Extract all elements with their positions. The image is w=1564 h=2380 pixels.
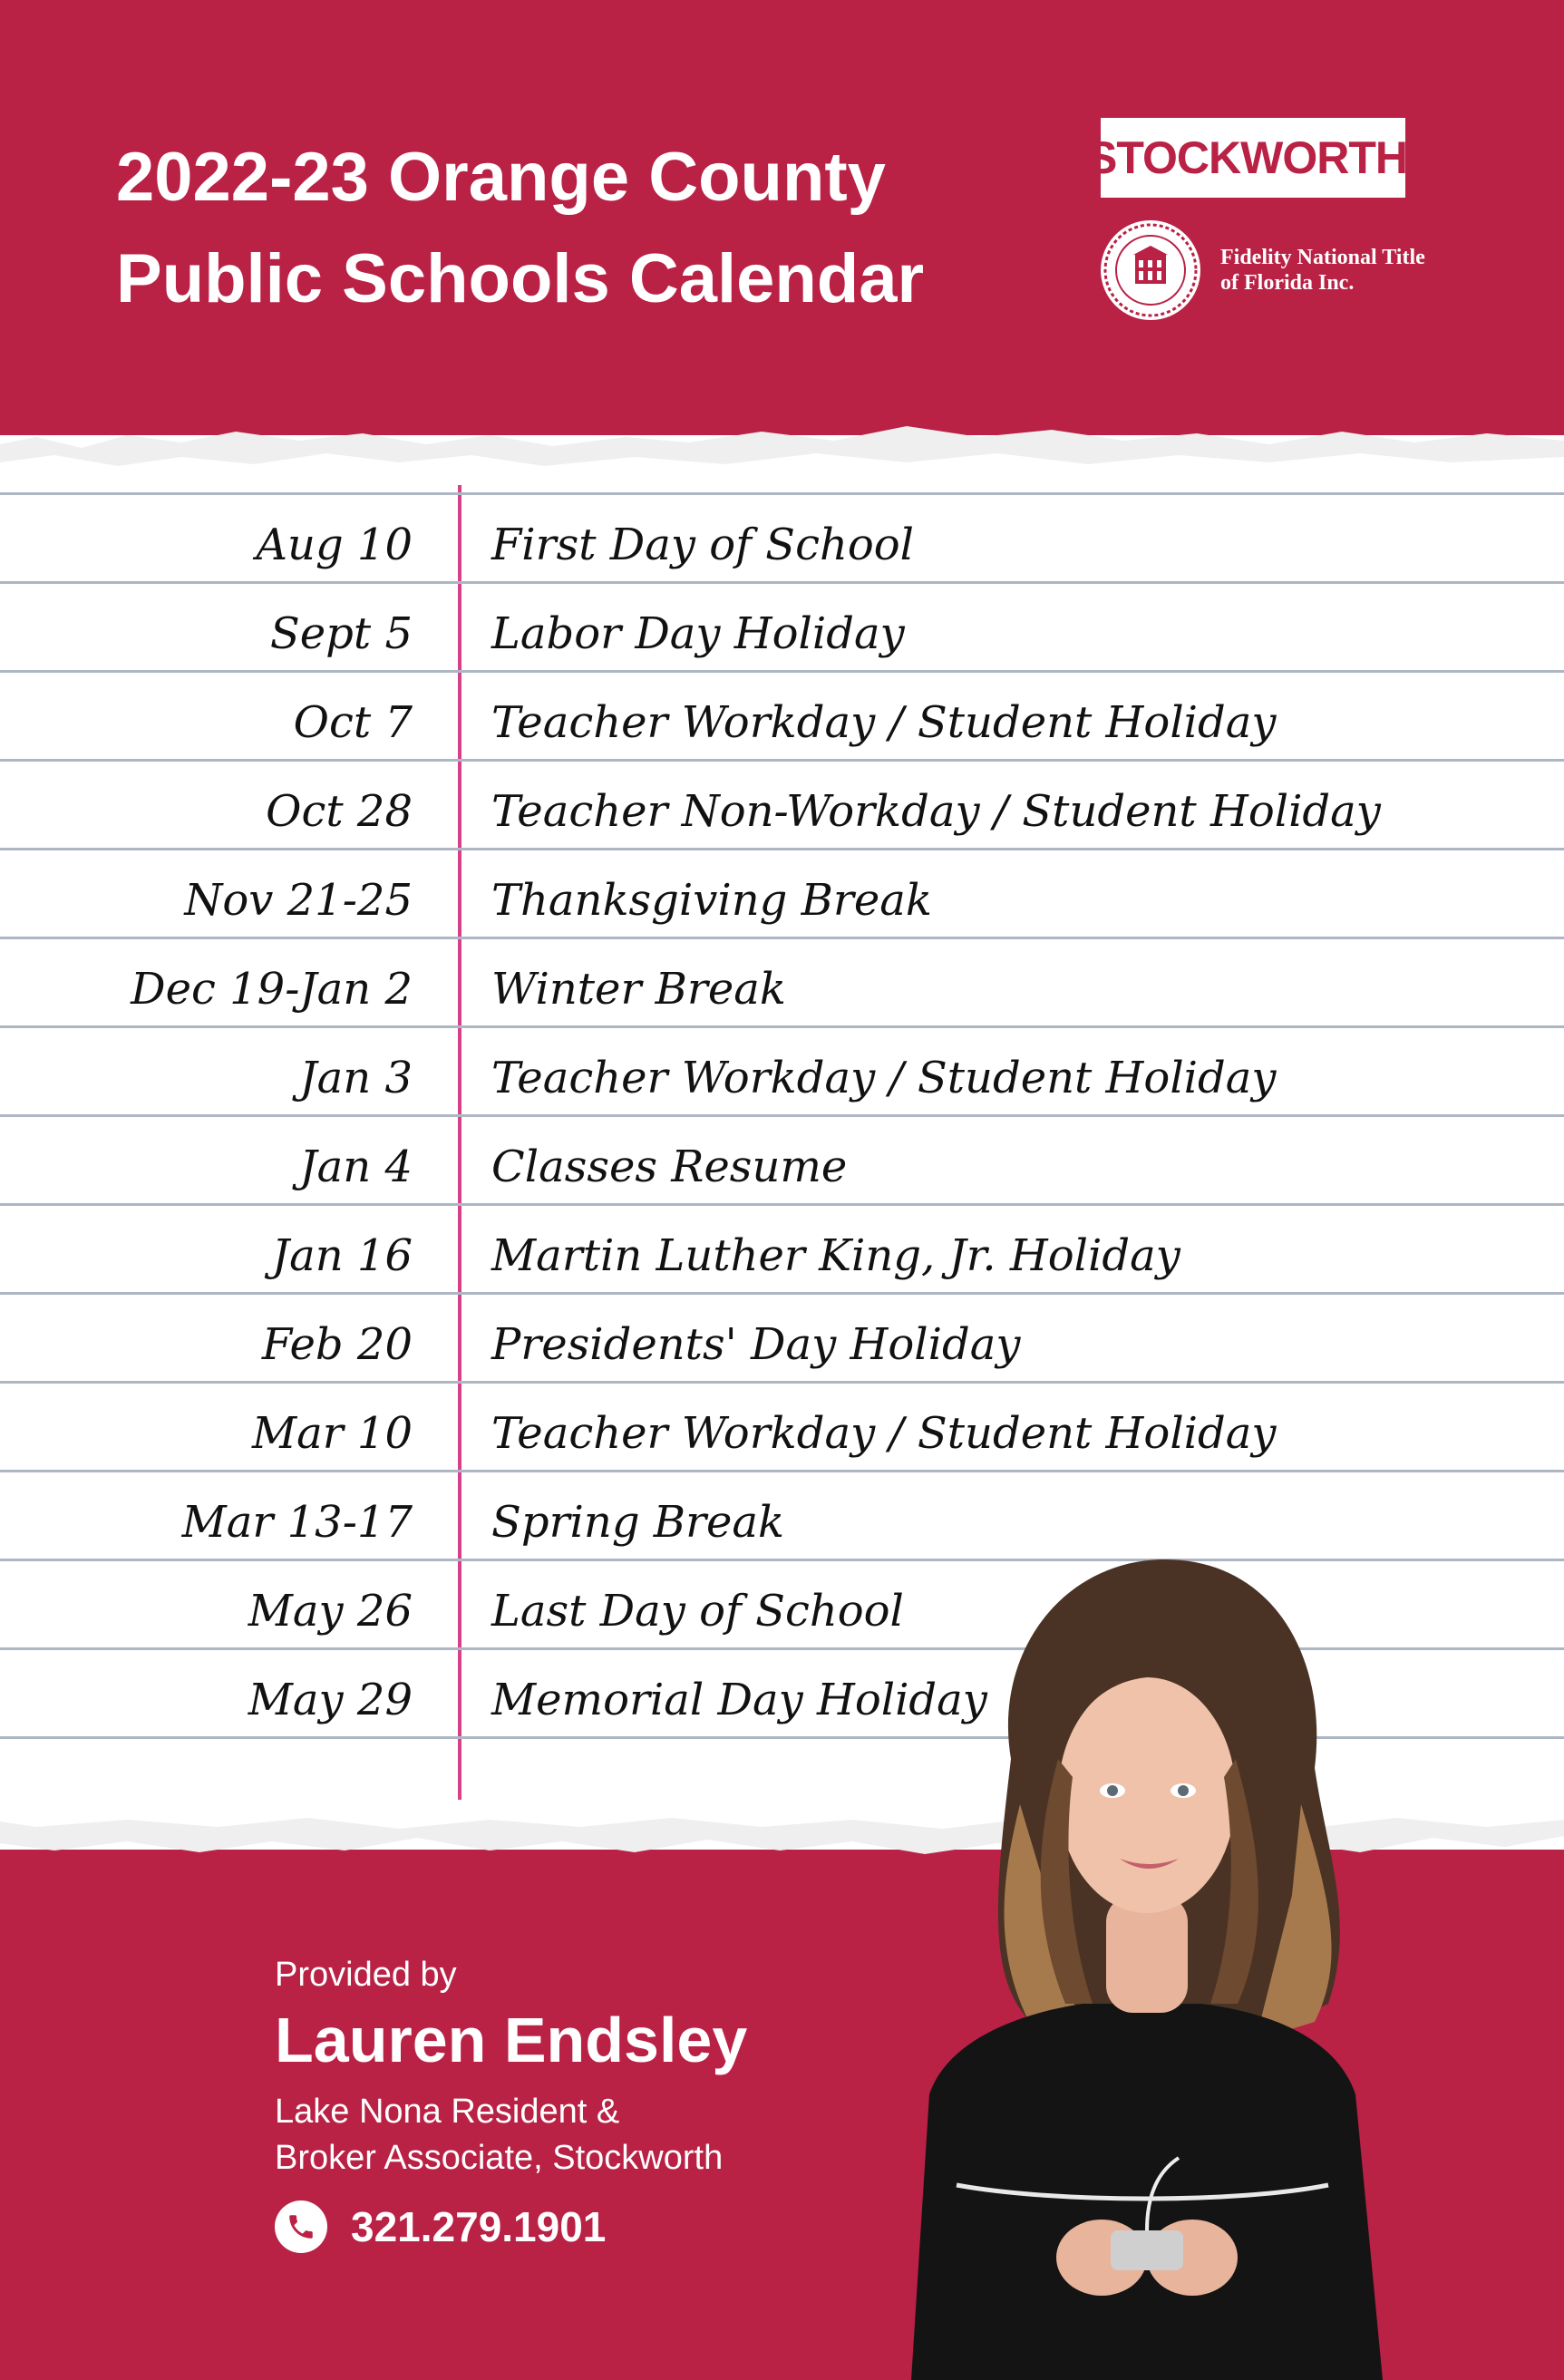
calendar-row [0, 1292, 1564, 1381]
calendar-row [0, 1203, 1564, 1292]
calendar-event: Last Day of School [491, 1586, 904, 1637]
calendar-event: Classes Resume [491, 1141, 848, 1192]
calendar-event: Teacher Workday / Student Holiday [491, 697, 1277, 748]
calendar-row [0, 1114, 1564, 1203]
agent-portrait [821, 1532, 1455, 2380]
provided-by-label: Provided by [275, 1956, 457, 1994]
phone-contact[interactable] [275, 2200, 606, 2253]
page-title [116, 127, 924, 330]
calendar-row [0, 1381, 1564, 1470]
calendar-date: Oct 28 [266, 786, 413, 837]
calendar-date: Jan 4 [299, 1141, 413, 1192]
agent-description: Lake Nona Resident & Broker Associate, Stockworth [275, 2093, 724, 2177]
calendar-event: Memorial Day Holiday [491, 1675, 987, 1725]
title-line-2: Public Schools Calendar [116, 240, 925, 317]
calendar-event: Thanksgiving Break [491, 875, 932, 926]
calendar-row [0, 937, 1564, 1025]
calendar-event: Winter Break [491, 964, 786, 1015]
calendar-date: Aug 10 [256, 520, 413, 570]
stockworth-logo [1087, 118, 1419, 198]
torn-edge-top [0, 390, 1564, 499]
fidelity-seal-icon [1101, 220, 1200, 320]
calendar-date: Nov 21-25 [184, 875, 413, 926]
calendar-date: Dec 19-Jan 2 [131, 964, 413, 1015]
ruled-line [0, 492, 1564, 495]
calendar-event: Teacher Workday / Student Holiday [491, 1053, 1277, 1103]
calendar-row [0, 492, 1564, 581]
calendar-date: Sept 5 [269, 608, 413, 659]
calendar-date: Feb 20 [261, 1319, 413, 1370]
calendar-date: Jan 3 [299, 1053, 413, 1103]
calendar-event: First Day of School [491, 520, 915, 570]
title-line-1: 2022-23 Orange County [116, 139, 886, 216]
calendar-event: Spring Break [491, 1497, 785, 1548]
calendar-event: Presidents' Day Holiday [491, 1319, 1021, 1370]
calendar-row [0, 670, 1564, 759]
calendar-row [0, 848, 1564, 937]
calendar-event: Teacher Non-Workday / Student Holiday [491, 786, 1381, 837]
calendar-event: Teacher Workday / Student Holiday [491, 1408, 1277, 1459]
calendar-event: Martin Luther King, Jr. Holiday [491, 1230, 1180, 1281]
calendar-event: Labor Day Holiday [491, 608, 905, 659]
calendar-date: Mar 10 [251, 1408, 413, 1459]
calendar-row [0, 581, 1564, 670]
partner-name: Fidelity National Title of Florida Inc. [1220, 246, 1425, 295]
stockworth-logo-text: STOCKWORTH™ [1087, 131, 1419, 183]
partner-logo [1101, 220, 1425, 320]
calendar-date: Oct 7 [293, 697, 413, 748]
calendar-date: Mar 13-17 [181, 1497, 413, 1548]
calendar-row [0, 1025, 1564, 1114]
calendar-date: May 26 [248, 1586, 413, 1637]
phone-icon [275, 2200, 327, 2253]
calendar-date: May 29 [248, 1675, 413, 1725]
agent-name: Lauren Endsley [275, 2005, 748, 2075]
calendar-date: Jan 16 [271, 1230, 413, 1281]
calendar-row [0, 759, 1564, 848]
phone-number[interactable]: 321.279.1901 [351, 2203, 607, 2250]
